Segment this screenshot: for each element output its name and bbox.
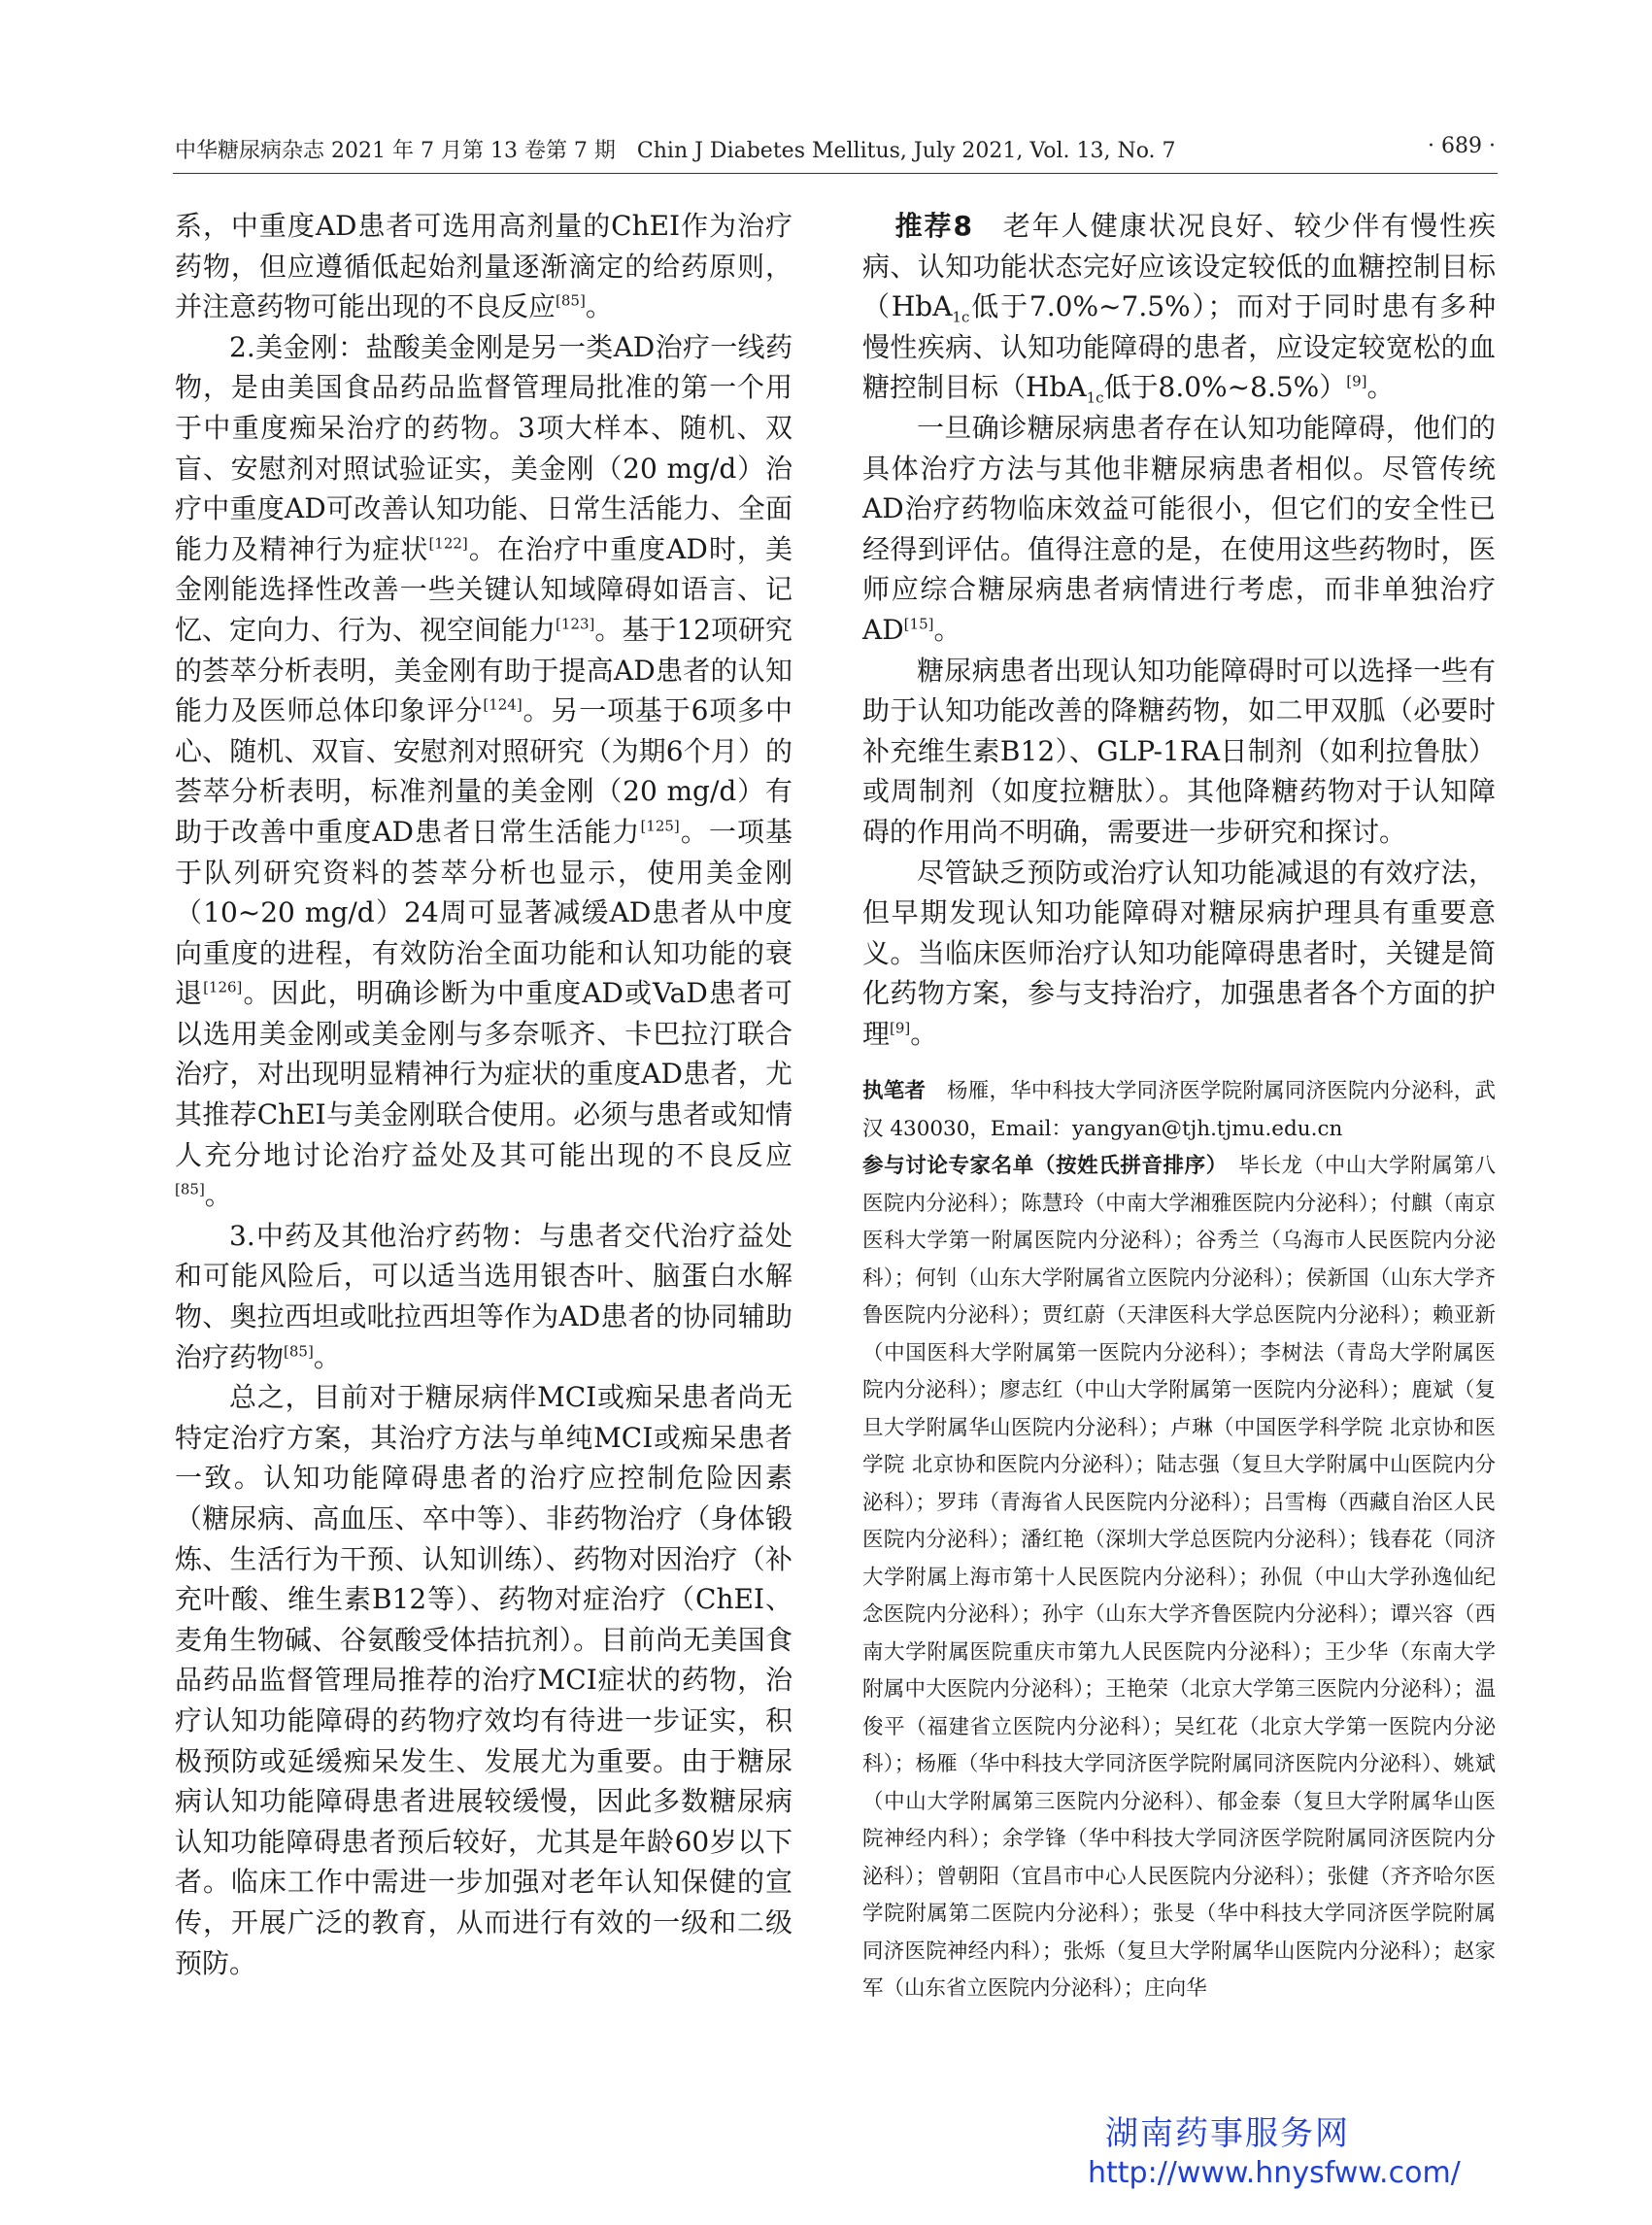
reference-link[interactable]: [85] xyxy=(556,291,586,310)
reference-link[interactable]: [124] xyxy=(483,695,523,714)
paragraph-text: 。一项基于队列研究资料的荟萃分析也显示，使用美金刚（10~20 mg/d）24周可显著减缓AD患者从中度向重度的进程，有效防治全面功能和认知功能的衰退 xyxy=(175,815,792,1010)
paragraph-end: 。 xyxy=(585,290,613,323)
reference-link[interactable]: [9] xyxy=(1346,373,1367,391)
paragraph-text: 。因此，明确诊断为中重度AD或VaD患者可以选用美金刚或美金刚与多奈哌齐、卡巴拉汀联合治疗，对出现明显精神行为症状的重度AD患者，尤其推荐ChEI与美金刚联合使用。必须与患者或知情人充分地讨论治疗益处及其可能出现的不良反应 xyxy=(175,977,792,1171)
left-column xyxy=(175,206,792,1983)
subscript: 1c xyxy=(952,308,970,326)
paragraph-care xyxy=(862,853,1496,1055)
expert-list-text: 毕长龙（中山大学附属第八医院内分泌科）；陈慧玲（中南大学湘雅医院内分泌科）；付麒（南京医科大学第一附属医院内分泌科）；谷秀兰（乌海市人民医院内分泌科）；何钊（山东大学附属省立医院内分泌科）；侯新国（山东大学齐鲁医院内分泌科）；贾红蔚（天津医科大学总医院内分泌科）；赖亚新（中国医科大学附属第一医院内分泌科）；李树法（青岛大学附属医院内分泌科）；廖志红（中山大学附属第一医院内分泌科）；鹿斌（复旦大学附属华山医院内分泌科）；卢琳（中国医学科学院 北京协和医学院 北京协和医院内分泌科）；陆志强（复旦大学附属中山医院内分泌科）；罗玮（青海省人民医院内分泌科）；吕雪梅（西藏自治区人民医院内分泌科）；潘红艳（深圳大学总医院内分泌科）；钱春花（同济大学附属上海市第十人民医院内分泌科）；孙侃（中山大学孙逸仙纪念医院内分泌科）；孙宇（山东大学齐鲁医院内分泌科）；谭兴容（西南大学附属医院重庆市第九人民医院内分泌科）；王少华（东南大学附属中大医院内分泌科）；王艳荣（北京大学第三医院内分泌科）；温俊平（福建省立医院内分泌科）；吴红花（北京大学第一医院内分泌科）；杨雁（华中科技大学同济医学院附属同济医院内分泌科）、姚斌（中山大学附属第三医院内分泌科）、郁金泰（复旦大学附属华山医院神经内科）；余学锋（华中科技大学同济医学院附属同济医院内分泌科）；曾朝阳（宜昌市中心人民医院内分泌科）；张健（齐齐哈尔医学院附属第二医院内分泌科）；张旻（华中科技大学同济医学院附属同济医院神经内科）；张烁（复旦大学附属华山医院内分泌科）；赵家军（山东省立医院内分泌科）；庄向华 xyxy=(862,1154,1496,2002)
paragraph-end: 。 xyxy=(313,1340,341,1373)
paragraph-tcm xyxy=(175,1216,792,1377)
paragraph-treatment-similar xyxy=(862,408,1496,651)
expert-list xyxy=(862,1148,1496,2008)
paragraph-end: 。 xyxy=(1366,371,1395,404)
reference-link[interactable]: [125] xyxy=(640,817,680,835)
paragraph-text: 低于7.0%~7.5%）；而对于同时患有多种慢性疾病、认知功能障碍的患者，应设定较宽松的血糖控制目标（HbA xyxy=(862,290,1496,404)
paragraph-text: 尽管缺乏预防或治疗认知功能减退的有效疗法，但早期发现认知功能障碍对糖尿病护理具有重要意义。当临床医师治疗认知功能障碍患者时，关键是简化药物方案，参与支持治疗，加强患者各个方面的护理 xyxy=(862,856,1496,1050)
author-info-block xyxy=(862,1073,1496,2008)
paragraph-text: 。基于12项研究的荟萃分析表明，美金刚有助于提高AD患者的认知能力及医师总体印象评分 xyxy=(175,613,792,727)
paragraph-glucose-drugs: 糖尿病患者出现认知功能障碍时可以选择一些有助于认知功能改善的降糖药物，如二甲双胍（必要时补充维生素B12）、GLP-1RA日制剂（如利拉鲁肽）或周制剂（如度拉糖肽）。其他降糖药物对于认知障碍的作用尚不明确，需要进一步研究和探讨。 xyxy=(862,654,1496,848)
paragraph-end: 。 xyxy=(910,1017,938,1050)
paragraph-memantine xyxy=(175,327,792,1216)
reference-link[interactable]: [15] xyxy=(903,615,934,633)
watermark-title: 湖南药事服务网 xyxy=(1105,2114,1350,2153)
site-watermark xyxy=(1088,2113,1496,2193)
paragraph-text: 。在治疗中重度AD时，美金刚能选择性改善一些关键认知域障碍如语言、记忆、定向力、行为、视空间能力 xyxy=(175,532,792,646)
reference-link[interactable]: [126] xyxy=(203,978,243,996)
paragraph-text: 2.美金刚：盐酸美金刚是另一类AD治疗一线药物，是由美国食品药品监督管理局批准的第一个用于中重度痴呆治疗的药物。3项大样本、随机、双盲、安慰剂对照试验证实，美金刚（20 mg/d）治疗中重度AD可改善认知功能、日常生活能力、全面能力及精神行为症状 xyxy=(175,330,792,565)
right-column xyxy=(862,206,1496,2008)
page-number: · 689 · xyxy=(1428,134,1496,158)
author-note xyxy=(862,1073,1496,1148)
paragraph-end: 。 xyxy=(204,1179,232,1212)
reference-link[interactable]: [123] xyxy=(556,615,595,633)
reference-link[interactable]: [85] xyxy=(175,1180,205,1198)
author-text: 杨雁，华中科技大学同济医学院附属同济医院内分泌科，武汉 430030，Email：yangyan@tjh.tjmu.edu.cn xyxy=(862,1079,1496,1141)
expert-list-label: 参与讨论专家名单（按姓氏拼音排序） xyxy=(862,1154,1218,1179)
paragraph-text: 一旦确诊糖尿病患者存在认知功能障碍，他们的具体治疗方法与其他非糖尿病患者相似。尽管传统AD治疗药物临床效益可能很小，但它们的安全性已经得到评估。值得注意的是，在使用这些药物时，医师应综合糖尿病患者病情进行考虑，而非单独治疗AD xyxy=(862,411,1496,646)
reference-link[interactable]: [9] xyxy=(890,1019,911,1037)
reference-link[interactable]: [122] xyxy=(428,534,468,553)
author-label: 执笔者 xyxy=(862,1079,927,1104)
subscript: 1c xyxy=(1086,388,1104,407)
running-header xyxy=(175,134,1496,163)
watermark-url[interactable]: http://www.hnysfww.com/ xyxy=(1088,2156,1461,2190)
paragraph-chei-continued xyxy=(175,206,792,327)
paragraph-text: 。另一项基于6项多中心、随机、双盲、安慰剂对照研究（为期6个月）的荟萃分析表明，标准剂量的美金刚（20 mg/d）有助于改善中重度AD患者日常生活能力 xyxy=(175,694,792,848)
recommendation-8 xyxy=(862,206,1496,408)
paragraph-summary: 总之，目前对于糖尿病伴MCI或痴呆患者尚无特定治疗方案，其治疗方法与单纯MCI或痴呆患者一致。认知功能障碍患者的治疗应控制危险因素（糖尿病、高血压、卒中等）、非药物治疗（身体锻炼、生活行为干预、认知训练）、药物对因治疗（补充叶酸、维生素B12等）、药物对症治疗（ChEI、麦角生物碱、谷氨酸受体拮抗剂）。目前尚无美国食品药品监督管理局推荐的治疗MCI症状的药物，治疗认知功能障碍的药物疗效均有待进一步证实，积极预防或延缓痴呆发生、发展尤为重要。由于糖尿病认知功能障碍患者进展较缓慢，因此多数糖尿病认知功能障碍患者预后较好，尤其是年龄60岁以下者。临床工作中需进一步加强对老年认知保健的宣传，开展广泛的教育，从而进行有效的一级和二级预防。 xyxy=(175,1381,792,1979)
journal-citation: 中华糖尿病杂志 2021 年 7 月第 13 卷第 7 期 Chin J Diabetes Mellitus, July 2021, Vol. 13, No. 7 xyxy=(175,139,1176,163)
header-rule xyxy=(173,173,1498,174)
paragraph-text: 低于8.0%~8.5%） xyxy=(1103,371,1347,404)
paragraph-text: 系，中重度AD患者可选用高剂量的ChEI作为治疗药物，但应遵循低起始剂量逐渐滴定的给药原则，并注意药物可能出现的不良反应 xyxy=(175,210,792,323)
paragraph-end: 。 xyxy=(933,613,961,646)
paragraph-text: 3.中药及其他治疗药物：与患者交代治疗益处和可能风险后，可以适当选用银杏叶、脑蛋白水解物、奥拉西坦或吡拉西坦等作为AD患者的协同辅助治疗药物 xyxy=(175,1219,792,1373)
paragraph-text: 老年人健康状况良好、较少伴有慢性疾病、认知功能状态完好应该设定较低的血糖控制目标（HbA xyxy=(862,210,1496,323)
recommendation-label: 推荐8 xyxy=(894,210,972,242)
reference-link[interactable]: [85] xyxy=(284,1342,314,1361)
